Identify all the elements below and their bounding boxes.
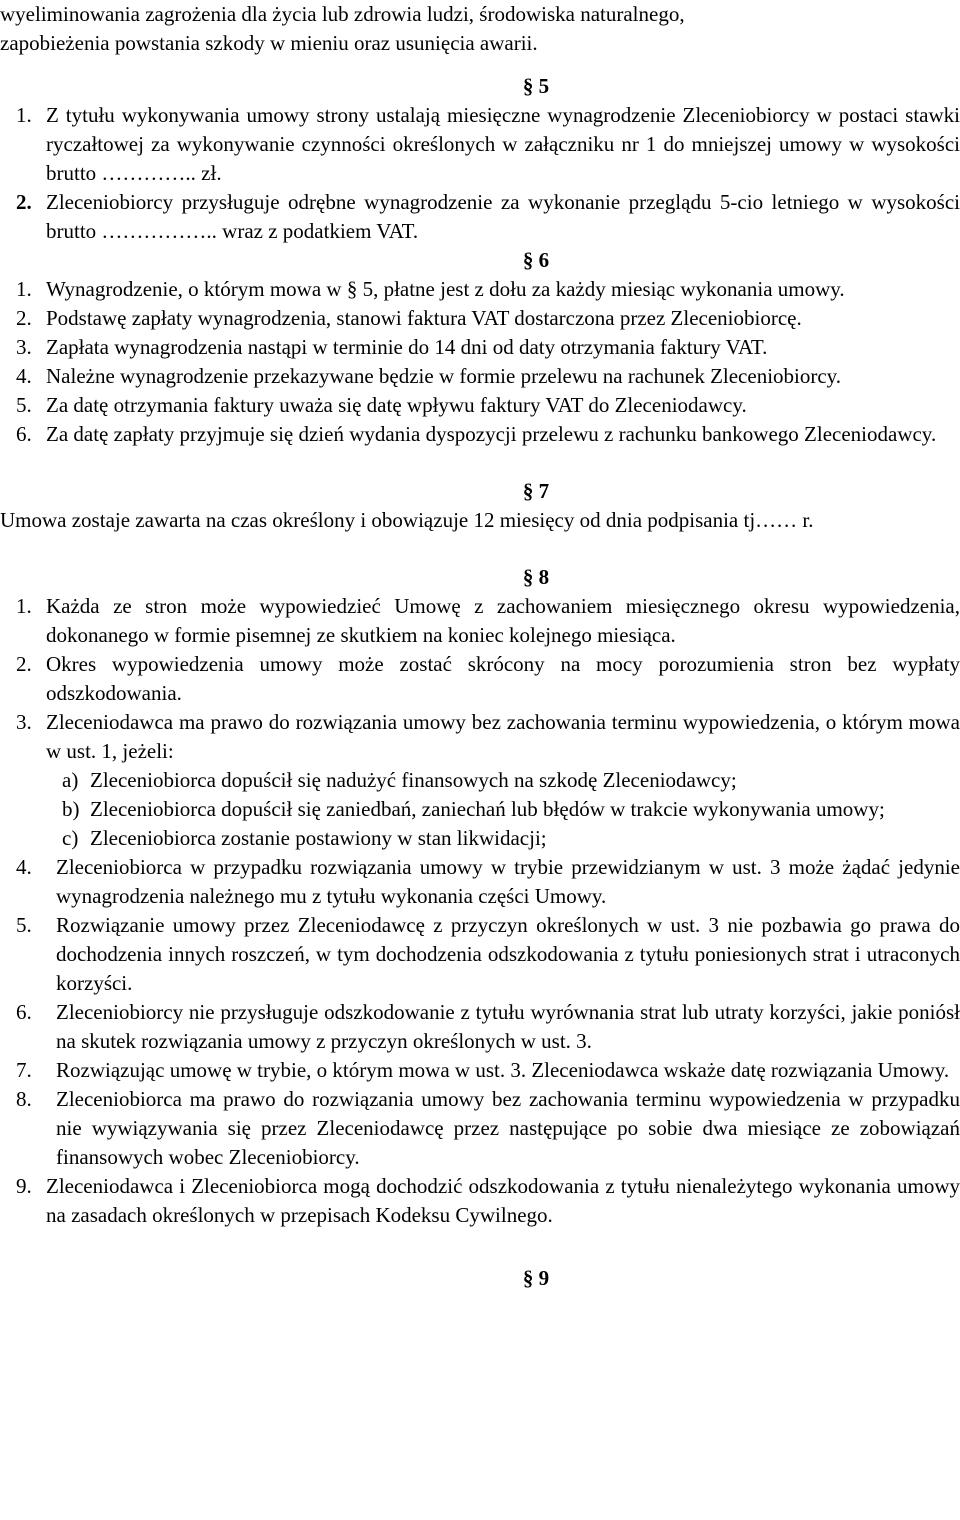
section-9-heading: § 9 [522,1266,550,1290]
intro-line-1: wyeliminowania zagrożenia dla życia lub zdrowia ludzi, środowiska naturalnego, [0,2,685,26]
s8-item-8: 8. Zleceniobiorca ma prawo do rozwiązania umowy bez zachowania terminu wypowiedzenia w przypadku nie wywiązywania się przez Zleceniodawcę przez następujące po sobie dwa miesiące ze zobowiązań finansowych wobec Zleceniobiorcy. [16,1087,960,1169]
s8-item-4: 4. Zleceniobiorca w przypadku rozwiązania umowy w trybie przewidzianym w ust. 3 może żądać jedynie wynagrodzenia należnego mu z tytułu wykonania części Umowy. [16,855,960,908]
s8-item-1: 1. Każda ze stron może wypowiedzieć Umowę z zachowaniem miesięcznego okresu wypowiedzenia, dokonanego w formie pisemnej ze skutkiem na koniec kolejnego miesiąca. [16,594,960,647]
s8-item-6: 6. Zleceniobiorcy nie przysługuje odszkodowanie z tytułu wyrównania strat lub utraty korzyści, jakie poniósł na skutek rozwiązania umowy z przyczyn określonych w ust. 3. [16,1000,960,1053]
section-7-text: Umowa zostaje zawarta na czas określony i obowiązuje 12 miesięcy od dnia podpisania tj…… r. [0,508,814,532]
section-6-heading: § 6 [522,248,550,272]
s8-item-9: 9. Zleceniodawca i Zleceniobiorca mogą dochodzić odszkodowania z tytułu nienależytego wykonania umowy na zasadach określonych w przepisach Kodeksu Cywilnego. [16,1174,960,1227]
section-7-heading: § 7 [522,479,550,503]
s8-subitem-b: b) Zleceniobiorca dopuścił się zaniedbań, zaniechań lub błędów w trakcie wykonywania umowy; [62,797,885,821]
section-8-heading: § 8 [522,565,550,589]
s6-item-3: 3. Zapłata wynagrodzenia nastąpi w terminie do 14 dni od daty otrzymania faktury VAT. [16,335,768,359]
s8-item-2: 2. Okres wypowiedzenia umowy może zostać skrócony na mocy porozumienia stron bez wypłaty odszkodowania. [16,652,960,705]
intro-line-2: zapobieżenia powstania szkody w mieniu oraz usunięcia awarii. [0,31,538,55]
s8-item-5: 5. Rozwiązanie umowy przez Zleceniodawcę z przyczyn określonych w ust. 3 nie pozbawia go prawa do dochodzenia innych roszczeń, w tym dochodzenia odszkodowania z tytułu poniesionych strat i utraconych korzyści. [16,913,960,995]
s6-item-6: 6. Za datę zapłaty przyjmuje się dzień wydania dyspozycji przelewu z rachunku bankowego Zleceniodawcy. [16,422,937,446]
s8-subitem-c: c) Zleceniobiorca zostanie postawiony w stan likwidacji; [62,826,547,850]
s5-item-1: 1. Z tytułu wykonywania umowy strony ustalają miesięczne wynagrodzenie Zleceniobiorcy w postaci stawki ryczałtowej za wykonywanie czynności określonych w załączniku nr 1 do mniejszej umowy w wysokości brutto ………….. zł. [16,103,960,185]
s6-item-2: 2. Podstawę zapłaty wynagrodzenia, stanowi faktura VAT dostarczona przez Zleceniobiorcę. [16,306,802,330]
section-5-heading: § 5 [522,74,550,98]
s8-item-3: 3. Zleceniodawca ma prawo do rozwiązania umowy bez zachowania terminu wypowiedzenia, o którym mowa w ust. 1, jeżeli: [16,710,960,763]
s5-item-2: 2. Zleceniobiorcy przysługuje odrębne wynagrodzenie za wykonanie przeglądu 5-cio letniego w wysokości brutto …………….. wraz z podatkiem VAT. [16,190,960,243]
s6-item-1: 1. Wynagrodzenie, o którym mowa w § 5, płatne jest z dołu za każdy miesiąc wykonania umowy. [16,277,845,301]
s8-item-7: 7. Rozwiązując umowę w trybie, o którym mowa w ust. 3. Zleceniodawca wskaże datę rozwiązania Umowy. [16,1058,950,1082]
s6-item-4: 4. Należne wynagrodzenie przekazywane będzie w formie przelewu na rachunek Zleceniobiorcy. [16,364,842,388]
s6-item-5: 5. Za datę otrzymania faktury uważa się datę wpływu faktury VAT do Zleceniodawcy. [16,393,747,417]
s8-subitem-a: a) Zleceniobiorca dopuścił się nadużyć finansowych na szkodę Zleceniodawcy; [62,768,737,792]
